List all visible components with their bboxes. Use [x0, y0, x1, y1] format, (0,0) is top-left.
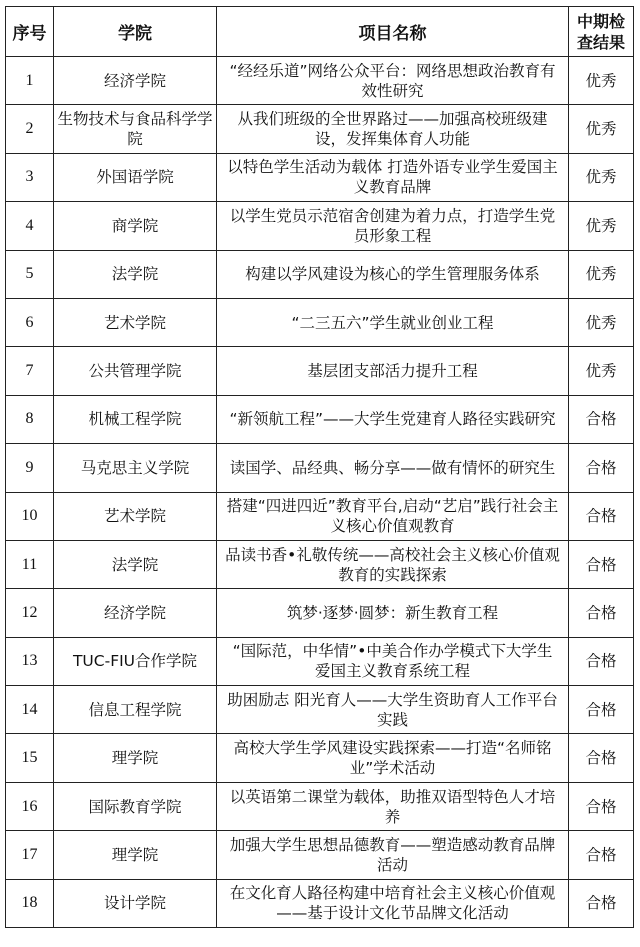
- cell-project: 在文化育人路径构建中培育社会主义核心价值观——基于设计文化节品牌文化活动: [217, 879, 569, 927]
- cell-project: 基层团支部活力提升工程: [217, 347, 569, 395]
- cell-project: 筑梦·逐梦·圆梦：新生教育工程: [217, 589, 569, 637]
- cell-result: 合格: [569, 444, 634, 492]
- cell-no: 9: [6, 444, 54, 492]
- header-college: 学院: [54, 7, 217, 57]
- cell-project: 以特色学生活动为载体 打造外语专业学生爱国主义教育品牌: [217, 153, 569, 201]
- cell-result: 优秀: [569, 57, 634, 105]
- cell-result: 合格: [569, 831, 634, 879]
- cell-project: 品读书香•礼敬传统——高校社会主义核心价值观教育的实践探索: [217, 540, 569, 588]
- cell-result: 合格: [569, 492, 634, 540]
- header-no: 序号: [6, 7, 54, 57]
- cell-project: 构建以学风建设为核心的学生管理服务体系: [217, 250, 569, 298]
- cell-college: 理学院: [54, 734, 217, 782]
- header-project: 项目名称: [217, 7, 569, 57]
- cell-result: 优秀: [569, 250, 634, 298]
- table-row: [6, 782, 634, 830]
- cell-project: 从我们班级的全世界路过——加强高校班级建设，发挥集体育人功能: [217, 105, 569, 153]
- project-table-container: [5, 6, 633, 928]
- cell-project: 高校大学生学风建设实践探索——打造“名师铭业”学术活动: [217, 734, 569, 782]
- header-result: 中期检查结果: [569, 7, 634, 57]
- cell-result: 合格: [569, 395, 634, 443]
- table-row: [6, 686, 634, 734]
- table-row: [6, 57, 634, 105]
- cell-no: 6: [6, 298, 54, 346]
- cell-project: 加强大学生思想品德教育——塑造感动教育品牌活动: [217, 831, 569, 879]
- cell-result: 合格: [569, 686, 634, 734]
- table-row: [6, 250, 634, 298]
- table-row: [6, 734, 634, 782]
- cell-result: 合格: [569, 540, 634, 588]
- table-row: [6, 105, 634, 153]
- cell-no: 11: [6, 540, 54, 588]
- table-row: [6, 153, 634, 201]
- cell-project: 助困励志 阳光育人——大学生资助育人工作平台实践: [217, 686, 569, 734]
- cell-college: 公共管理学院: [54, 347, 217, 395]
- table-body: [6, 57, 634, 928]
- cell-project: 以学生党员示范宿舍创建为着力点，打造学生党员形象工程: [217, 202, 569, 250]
- cell-no: 2: [6, 105, 54, 153]
- cell-result: 合格: [569, 637, 634, 685]
- cell-project: 读国学、品经典、畅分享——做有情怀的研究生: [217, 444, 569, 492]
- table-row: [6, 202, 634, 250]
- cell-no: 16: [6, 782, 54, 830]
- cell-project: “经经乐道”网络公众平台：网络思想政治教育有效性研究: [217, 57, 569, 105]
- table-row: [6, 637, 634, 685]
- cell-college: 商学院: [54, 202, 217, 250]
- cell-college: 理学院: [54, 831, 217, 879]
- cell-college: 设计学院: [54, 879, 217, 927]
- project-results-table: [5, 6, 634, 928]
- cell-project: “二三五六”学生就业创业工程: [217, 298, 569, 346]
- cell-result: 优秀: [569, 347, 634, 395]
- cell-college: 机械工程学院: [54, 395, 217, 443]
- cell-college: 经济学院: [54, 589, 217, 637]
- cell-college: 信息工程学院: [54, 686, 217, 734]
- cell-college: TUC-FIU合作学院: [54, 637, 217, 685]
- cell-result: 优秀: [569, 105, 634, 153]
- cell-no: 1: [6, 57, 54, 105]
- cell-project: 搭建“四进四近”教育平台,启动“艺启”践行社会主义核心价值观教育: [217, 492, 569, 540]
- cell-no: 7: [6, 347, 54, 395]
- cell-project: “新领航工程”——大学生党建育人路径实践研究: [217, 395, 569, 443]
- cell-college: 法学院: [54, 250, 217, 298]
- cell-no: 3: [6, 153, 54, 201]
- cell-no: 18: [6, 879, 54, 927]
- cell-college: 生物技术与食品科学学院: [54, 105, 217, 153]
- table-row: [6, 347, 634, 395]
- cell-no: 17: [6, 831, 54, 879]
- cell-result: 合格: [569, 782, 634, 830]
- table-row: [6, 589, 634, 637]
- cell-no: 4: [6, 202, 54, 250]
- cell-result: 合格: [569, 879, 634, 927]
- cell-result: 合格: [569, 734, 634, 782]
- table-row: [6, 540, 634, 588]
- table-row: [6, 492, 634, 540]
- cell-project: “国际范，中华情”•中美合作办学模式下大学生爱国主义教育系统工程: [217, 637, 569, 685]
- cell-no: 10: [6, 492, 54, 540]
- cell-result: 合格: [569, 589, 634, 637]
- cell-no: 14: [6, 686, 54, 734]
- cell-no: 12: [6, 589, 54, 637]
- table-row: [6, 395, 634, 443]
- cell-college: 国际教育学院: [54, 782, 217, 830]
- cell-college: 经济学院: [54, 57, 217, 105]
- cell-college: 外国语学院: [54, 153, 217, 201]
- cell-no: 13: [6, 637, 54, 685]
- cell-no: 15: [6, 734, 54, 782]
- table-row: [6, 831, 634, 879]
- cell-no: 8: [6, 395, 54, 443]
- cell-result: 优秀: [569, 298, 634, 346]
- table-row: [6, 444, 634, 492]
- table-row: [6, 298, 634, 346]
- cell-college: 艺术学院: [54, 492, 217, 540]
- cell-project: 以英语第二课堂为载体，助推双语型特色人才培养: [217, 782, 569, 830]
- table-row: [6, 879, 634, 927]
- cell-result: 优秀: [569, 202, 634, 250]
- cell-college: 法学院: [54, 540, 217, 588]
- cell-result: 优秀: [569, 153, 634, 201]
- cell-college: 马克思主义学院: [54, 444, 217, 492]
- cell-no: 5: [6, 250, 54, 298]
- table-header-row: [6, 7, 634, 57]
- cell-college: 艺术学院: [54, 298, 217, 346]
